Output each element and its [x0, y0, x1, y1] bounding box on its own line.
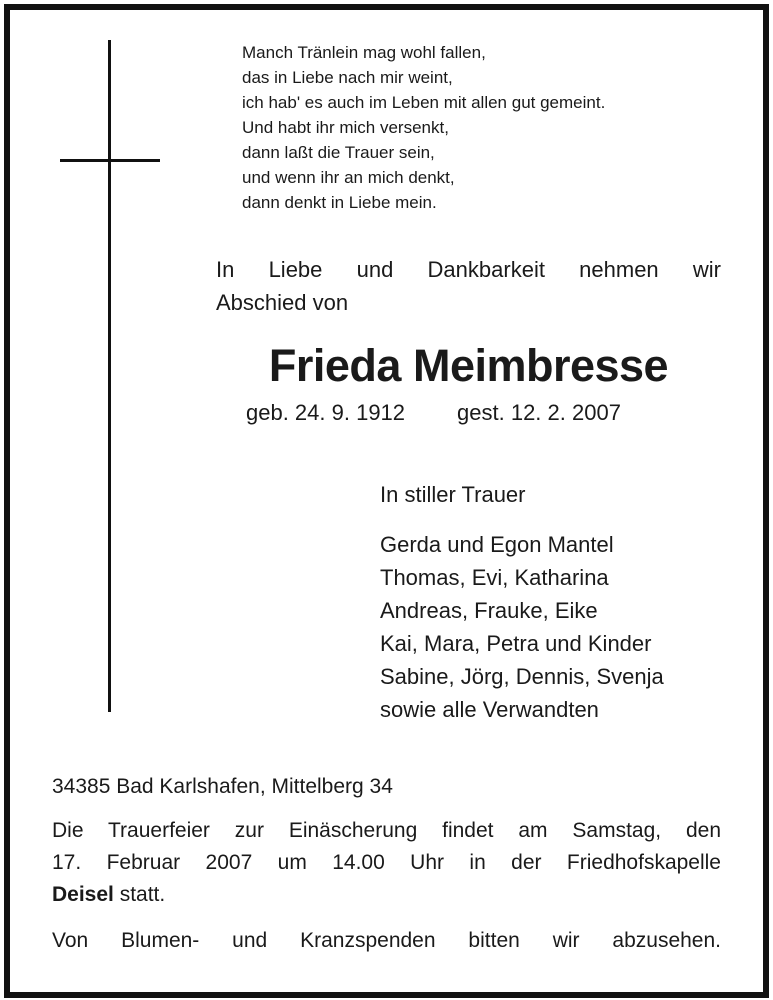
mourner-line: Kai, Mara, Petra und Kinder — [380, 631, 652, 656]
ceremony-line-1: Die Trauerfeier zur Einäscherung findet am Samstag, den — [52, 819, 721, 842]
mourners-list — [380, 528, 664, 726]
intro-line-1: In Liebe und Dankbarkeit nehmen wir — [216, 257, 721, 282]
ceremony-line-3 — [52, 879, 721, 911]
intro-text — [216, 253, 721, 319]
death-date: gest. 12. 2. 2007 — [457, 400, 621, 425]
cross-icon-bar — [60, 159, 160, 162]
mourning-heading: In stiller Trauer — [380, 482, 526, 507]
deceased-name: Frieda Meimbresse — [268, 340, 669, 391]
ceremony-line-3-suffix: statt. — [113, 883, 166, 906]
flowers-note: Von Blumen- und Kranzspenden bitten wir abzusehen. — [52, 929, 721, 952]
ceremony-info — [52, 815, 721, 911]
mourner-line: sowie alle Verwandten — [380, 697, 599, 722]
mourner-line: Gerda und Egon Mantel — [380, 532, 614, 557]
mourner-line: Thomas, Evi, Katharina — [380, 565, 609, 590]
poem-line: und wenn ihr an mich denkt, — [242, 168, 455, 187]
poem-line: das in Liebe nach mir weint, — [242, 68, 453, 87]
poem — [242, 40, 722, 215]
poem-line: Manch Tränlein mag wohl fallen, — [242, 43, 486, 62]
address: 34385 Bad Karlshafen, Mittelberg 34 — [52, 775, 393, 798]
mourner-line: Sabine, Jörg, Dennis, Svenja — [380, 664, 664, 689]
cross-icon — [108, 40, 111, 712]
poem-line: dann denkt in Liebe mein. — [242, 193, 437, 212]
life-dates — [246, 398, 621, 428]
poem-line: ich hab' es auch im Leben mit allen gut gemeint. — [242, 93, 606, 112]
birth-date: geb. 24. 9. 1912 — [246, 400, 406, 425]
poem-line: Und habt ihr mich versenkt, — [242, 118, 449, 137]
poem-line: dann laßt die Trauer sein, — [242, 143, 435, 162]
ceremony-line-2: 17. Februar 2007 um 14.00 Uhr in der Friedhofskapelle — [52, 851, 721, 874]
intro-line-2: Abschied von — [216, 290, 349, 315]
ceremony-place: Deisel — [52, 883, 114, 906]
mourner-line: Andreas, Frauke, Eike — [380, 598, 598, 623]
